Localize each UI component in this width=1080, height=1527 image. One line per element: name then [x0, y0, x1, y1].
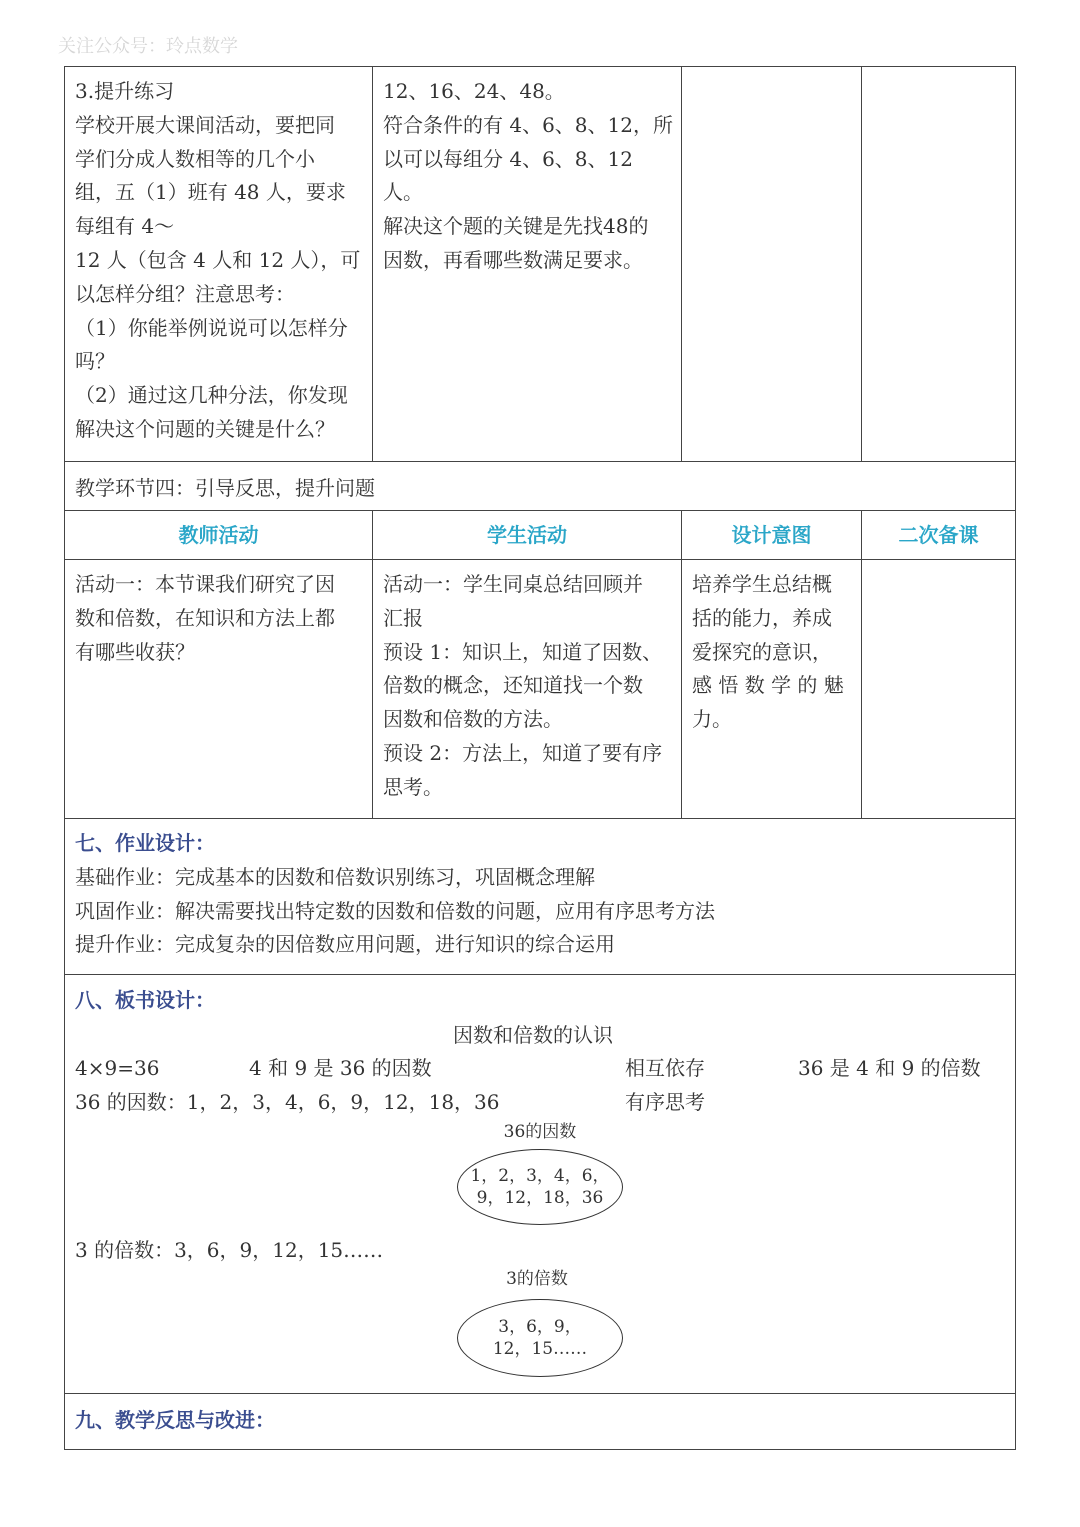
- practice-line: 学校开展大课间活动，要把同: [75, 112, 335, 137]
- practice-line: 每组有 4～: [75, 214, 175, 239]
- lesson-plan-table: [64, 66, 1016, 1450]
- student-activity-cell: [373, 560, 682, 817]
- student-line: 因数和倍数的方法。: [383, 707, 563, 732]
- multiples-of-3-set: [457, 1299, 623, 1377]
- board-section: [65, 975, 1015, 1393]
- divider: [681, 67, 682, 461]
- student-line: 汇报: [383, 605, 423, 630]
- student-line: 倍数的概念，还知道找一个数: [383, 673, 643, 698]
- homework-line: 巩固作业：解决需要找出特定数的因数和倍数的问题，应用有序思考方法: [75, 898, 715, 923]
- practice-answer-line: 以可以每组分 4、6、8、12 人。: [383, 146, 633, 205]
- homework-section: [65, 819, 1015, 974]
- intent-line: 力。: [692, 707, 732, 732]
- board-factor-statement: 4 和 9 是 36 的因数: [249, 1056, 432, 1080]
- set1-line: 9，12，18，36: [476, 1188, 604, 1208]
- header-second-prep: 二次备课: [898, 523, 979, 547]
- board-ordered-thinking: 有序思考: [625, 1090, 705, 1114]
- header-student-activity: 学生活动: [487, 523, 567, 547]
- teacher-line: 有哪些收获？: [75, 639, 195, 664]
- teacher-line: 数和倍数，在知识和方法上都: [75, 605, 335, 630]
- board-title: 八、板书设计：: [75, 988, 215, 1012]
- set2-label: 3的倍数: [506, 1269, 568, 1289]
- reflection-title: 九、教学反思与改进：: [75, 1408, 275, 1432]
- intent-line: 培养学生总结概: [692, 572, 832, 596]
- divider: [372, 510, 373, 818]
- intent-line: 爱探究的意识，: [692, 639, 832, 664]
- design-intent-cell: [682, 560, 862, 817]
- factors-of-36-set: [457, 1149, 623, 1225]
- set1-label: 36的因数: [503, 1122, 577, 1142]
- divider: [681, 510, 682, 818]
- homework-line: 基础作业：完成基本的因数和倍数识别练习，巩固概念理解: [75, 864, 595, 889]
- set2-line: 3，6，9，: [498, 1317, 582, 1337]
- divider: [861, 510, 862, 818]
- practice-line: 组，五（1）班有 48 人，要求: [75, 180, 346, 205]
- board-mutual: 相互依存: [625, 1056, 705, 1080]
- practice-student-cell: [373, 67, 682, 461]
- practice-line: 3.提升练习: [75, 79, 175, 103]
- intent-line: 感 悟 数 学 的 魅: [692, 673, 844, 698]
- watermark: 关注公众号：玲点数学: [58, 36, 238, 57]
- practice-line: （1）你能举例说说可以怎样分: [75, 315, 348, 340]
- practice-answer-line: 解决这个题的关键是先找48的: [383, 214, 649, 239]
- practice-answer-line: 12、16、24、48。: [383, 79, 565, 103]
- divider: [372, 67, 373, 461]
- header-design-intent: 设计意图: [731, 523, 812, 547]
- practice-teacher-cell: [65, 67, 373, 461]
- practice-line: 以怎样分组？注意思考：: [75, 281, 295, 306]
- board-heading: 因数和倍数的认识: [453, 1023, 613, 1047]
- practice-answer-line: 因数，再看哪些数满足要求。: [383, 247, 643, 272]
- set1-line: 1，2，3，4，6，: [470, 1166, 610, 1186]
- teacher-line: 活动一：本节课我们研究了因: [75, 572, 335, 596]
- practice-line: 解决这个问题的关键是什么？: [75, 416, 335, 441]
- board-equation: 4×9=36: [75, 1056, 160, 1080]
- board-factors-36: 36 的因数：1，2，3，4，6，9，12，18，36: [75, 1090, 500, 1114]
- homework-title: 七、作业设计：: [75, 831, 215, 855]
- board-multiple-statement: 36 是 4 和 9 的倍数: [798, 1056, 981, 1080]
- set2-line: 12，15……: [492, 1339, 588, 1359]
- board-multiples-3: 3 的倍数：3，6，9，12，15……: [75, 1238, 384, 1262]
- student-line: 活动一：学生同桌总结回顾并: [383, 572, 643, 596]
- homework-line: 提升作业：完成复杂的因倍数应用问题，进行知识的综合运用: [75, 932, 615, 957]
- student-line: 思考。: [383, 774, 443, 799]
- practice-line: 学们分成人数相等的几个小: [75, 146, 315, 171]
- practice-answer-line: 符合条件的有 4、6、8、12，所: [383, 112, 673, 137]
- student-line: 预设 2：方法上，知道了要有序: [383, 740, 663, 765]
- practice-line: 12 人（包含 4 人和 12 人），可: [75, 247, 361, 272]
- student-line: 预设 1：知识上，知道了因数、: [383, 639, 663, 664]
- teacher-activity-cell: [65, 560, 373, 817]
- practice-line: （2）通过这几种分法，你发现: [75, 383, 348, 408]
- intent-line: 括的能力，养成: [692, 605, 832, 630]
- divider: [65, 1393, 1015, 1394]
- divider: [861, 67, 862, 461]
- step4-title: 教学环节四：引导反思，提升问题: [75, 476, 375, 500]
- practice-line: 吗？: [75, 349, 115, 374]
- header-teacher-activity: 教师活动: [178, 523, 259, 547]
